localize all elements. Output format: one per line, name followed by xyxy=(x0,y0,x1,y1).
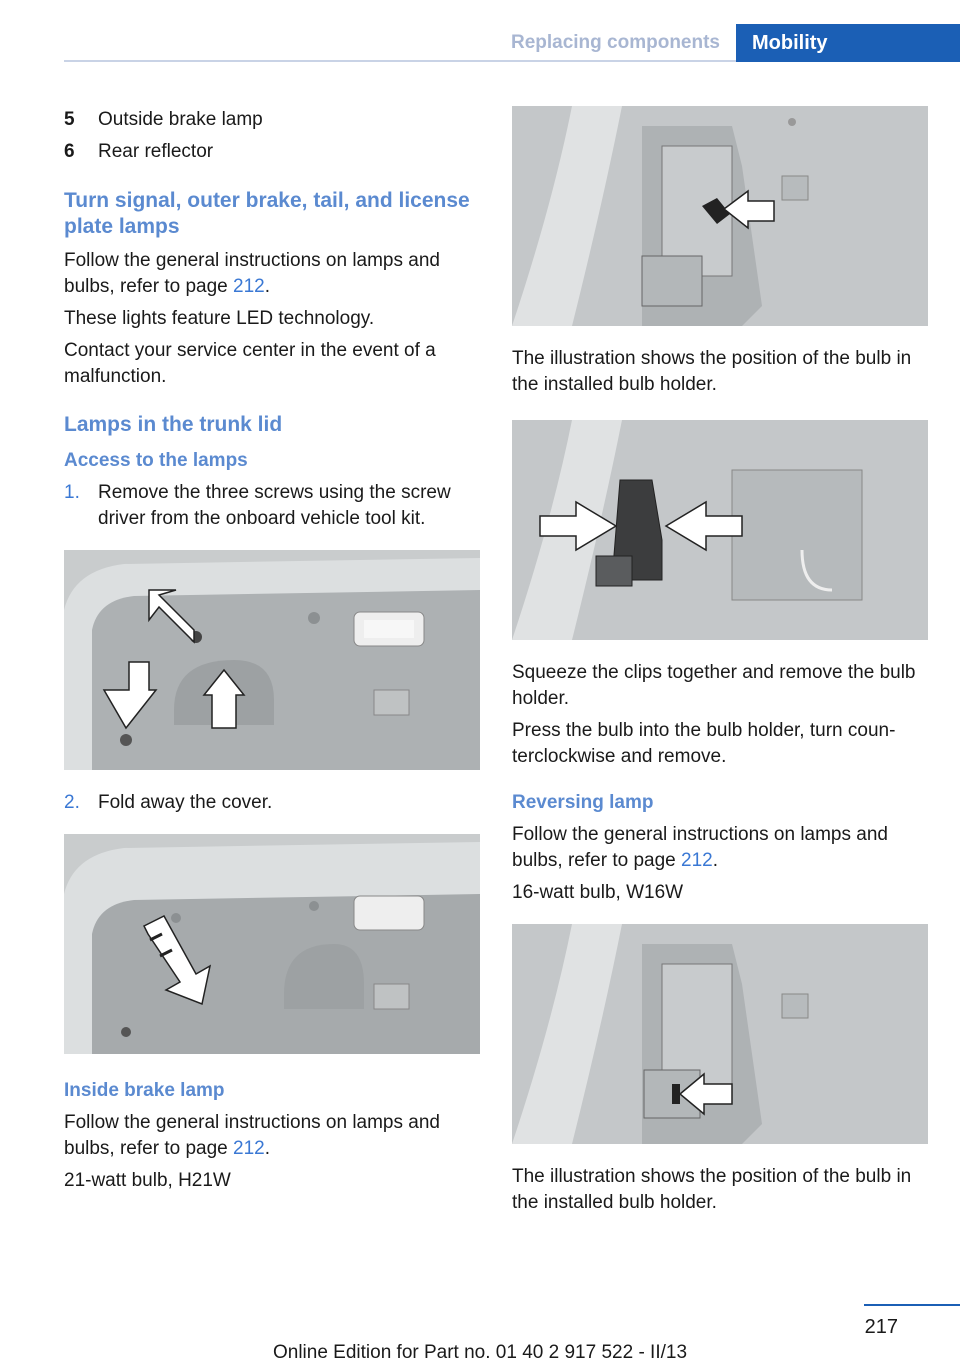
paragraph: Squeeze the clips together and remove the bulb holder. xyxy=(512,662,916,709)
squeeze-clips-illustration xyxy=(512,420,928,640)
step-text: Fold away the cover. xyxy=(98,792,273,813)
paragraph: Press the bulb into the bulb holder, turn coun‐terclockwise and remove. xyxy=(512,720,896,767)
paragraph: 21-watt bulb, H21W xyxy=(64,1170,231,1191)
step-text: Remove the three screws using the screw driver from the onboard vehicle tool kit. xyxy=(98,482,451,529)
page-link[interactable]: 212 xyxy=(233,276,265,297)
step-item xyxy=(64,790,480,816)
paragraph: Follow the general instructions on lamps and bulbs, refer to page 212. xyxy=(512,824,888,871)
paragraph: Contact your service center in the event of a malfunction. xyxy=(64,340,436,387)
subheading-reversing-lamp: Reversing lamp xyxy=(512,792,654,813)
step-number: 2. xyxy=(64,792,80,813)
legend-item xyxy=(64,136,480,168)
header-rule xyxy=(64,60,736,62)
page-header xyxy=(64,24,960,62)
right-column xyxy=(512,104,928,1222)
legend-number: 5 xyxy=(64,109,75,130)
paragraph: Follow the general instructions on lamps and bulbs, refer to page 212. xyxy=(64,1112,440,1159)
trunk-cover-illustration xyxy=(64,834,480,1054)
legend-item xyxy=(64,104,480,136)
legend-label: Outside brake lamp xyxy=(98,109,263,130)
bulb-holder-position-illustration xyxy=(512,106,928,326)
subheading-access: Access to the lamps xyxy=(64,450,248,471)
legend-number: 6 xyxy=(64,141,75,162)
reversing-lamp-bulb-illustration xyxy=(512,924,928,1144)
edition-footer: Online Edition for Part no. 01 40 2 917 522 - II/13 xyxy=(272,1342,688,1362)
legend-label: Rear reflector xyxy=(98,141,214,162)
section-heading-turn-signal: Turn signal, outer brake, tail, and license plate lamps xyxy=(64,189,470,238)
figure-caption: The illustration shows the position of the bulb in the installed bulb holder. xyxy=(512,348,912,395)
paragraph: Follow the general instructions on lamps and bulbs, refer to page 212. xyxy=(64,250,440,297)
page-link[interactable]: 212 xyxy=(681,850,713,871)
paragraph: 16-watt bulb, W16W xyxy=(512,882,684,903)
trunk-lid-screws-illustration xyxy=(64,550,480,770)
footer-rule xyxy=(864,1304,960,1306)
page-link[interactable]: 212 xyxy=(233,1138,265,1159)
figure-caption: The illustration shows the position of the bulb in the installed bulb holder. xyxy=(512,1166,912,1213)
paragraph: These lights feature LED technology. xyxy=(64,308,375,329)
header-chapter-tab: Mobility xyxy=(736,24,960,62)
left-column xyxy=(64,104,480,1200)
header-section-title: Replacing components xyxy=(510,32,720,53)
page-number: 217 xyxy=(864,1316,898,1338)
section-heading-trunk-lid: Lamps in the trunk lid xyxy=(64,413,283,436)
subheading-inside-brake-lamp: Inside brake lamp xyxy=(64,1080,225,1101)
step-number: 1. xyxy=(64,482,80,503)
step-item xyxy=(64,480,480,532)
